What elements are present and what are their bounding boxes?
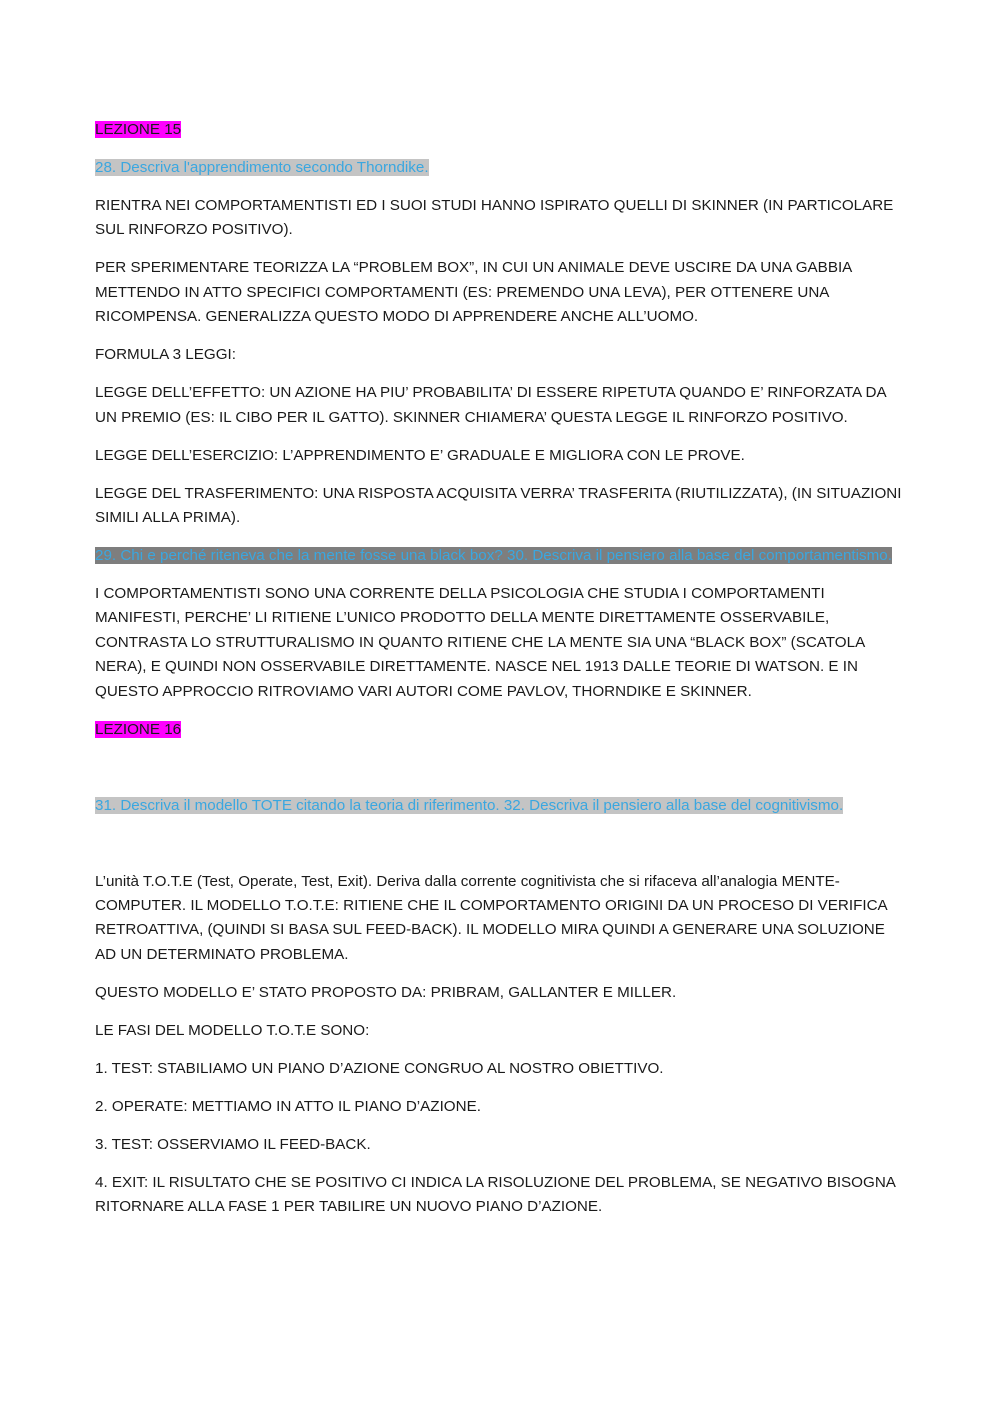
paragraph-thorndike-intro: RIENTRA NEI COMPORTAMENTISTI ED I SUOI STUDI HANNO ISPIRATO QUELLI DI SKINNER (IN PARTICOLARE SUL RINFORZO POSITIVO). <box>95 197 894 239</box>
list-item-phase-4: 4. EXIT: IL RISULTATO CHE SE POSITIVO CI INDICA LA RISOLUZIONE DEL PROBLEMA, SE NEGATIVO BISOGNA RITORNARE ALLA FASE 1 PER TABILIRE UN NUOVO PIANO D’AZIONE. <box>95 1173 896 1216</box>
list-item-phase-2: 2. OPERATE: METTIAMO IN ATTO IL PIANO D’AZIONE. <box>95 1097 481 1115</box>
question-31-32 <box>95 794 907 818</box>
document-page <box>95 118 907 1233</box>
lesson-15-heading <box>95 118 907 142</box>
paragraph-tote-authors: QUESTO MODELLO E’ STATO PROPOSTO DA: PRIBRAM, GALLANTER E MILLER. <box>95 983 677 1001</box>
question-28 <box>95 156 907 180</box>
paragraph-law-of-effect: LEGGE DELL’EFFETTO: UN AZIONE HA PIU’ PROBABILITA’ DI ESSERE RIPETUTA QUANDO E’ RINFORZATA DA UN PREMIO (ES: IL CIBO PER IL GATTO). SKINNER CHIAMERA’ QUESTA LEGGE IL RINFORZO POSITIVO. <box>95 384 886 426</box>
spacer <box>95 832 907 870</box>
question-31-32-text: 31. Descriva il modello TOTE citando la teoria di riferimento. 32. Descriva il pensiero alla base del cognitivismo. <box>95 796 844 814</box>
question-28-text: 28. Descriva l'apprendimento secondo Thorndike. <box>95 159 429 176</box>
lesson-16-label: LEZIONE 16 <box>95 720 182 738</box>
paragraph-tote-phases: LE FASI DEL MODELLO T.O.T.E SONO: <box>95 1021 370 1039</box>
question-29-30 <box>95 544 907 568</box>
paragraph-behaviorism: I COMPORTAMENTISTI SONO UNA CORRENTE DELLA PSICOLOGIA CHE STUDIA I COMPORTAMENTI MANIFESTI, PERCHE’ LI RITIENE L’UNICO PRODOTTO DELLA MENTE DIRETTAMENTE OSSERVABILE, CONTRASTA LO STRUTTURALISMO IN QUANTO RITIENE CHE LA MENTE SIA UNA “BLACK BOX” (SCATOLA NERA), E QUINDI NON OSSERVABILE DIRETTAMENTE. NASCE NEL 1913 DALLE TEORIE DI WATSON. E IN QUESTO APPROCCIO RITROVIAMO VARI AUTORI COME PAVLOV, THORNDIKE E SKINNER. <box>95 585 865 700</box>
lesson-16-heading <box>95 718 907 742</box>
paragraph-law-of-transfer: LEGGE DEL TRASFERIMENTO: UNA RISPOSTA ACQUISITA VERRA’ TRASFERITA (RIUTILIZZATA), (IN SITUAZIONI SIMILI ALLA PRIMA). <box>95 484 902 527</box>
lesson-15-label: LEZIONE 15 <box>95 121 182 138</box>
paragraph-tote-unit: L’unità T.O.T.E (Test, Operate, Test, Exit). Deriva dalla corrente cognitivista che si rifaceva all’analogia MENTE-COMPUTER. IL MODELLO T.O.T.E: RITIENE CHE IL COMPORTAMENTO ORIGINI DA UN PROCESO DI VERIFICA RETROATTIVA, (QUINDI SI BASA SUL FEED-BACK). IL MODELLO MIRA QUINDI A GENERARE UNA SOLUZIONE AD UN DETERMINATO PROBLEMA. <box>95 872 887 963</box>
list-item-phase-3: 3. TEST: OSSERVIAMO IL FEED-BACK. <box>95 1135 371 1153</box>
paragraph-problem-box: PER SPERIMENTARE TEORIZZA LA “PROBLEM BOX”, IN CUI UN ANIMALE DEVE USCIRE DA UNA GABBIA METTENDO IN ATTO SPECIFICI COMPORTAMENTI (ES: PREMENDO UNA LEVA), PER OTTENERE UNA RICOMPENSA. GENERALIZZA QUESTO MODO DI APPRENDERE ANCHE ALL’UOMO. <box>95 259 852 326</box>
paragraph-three-laws: FORMULA 3 LEGGI: <box>95 346 236 364</box>
paragraph-law-of-exercise: LEGGE DELL’ESERCIZIO: L’APPRENDIMENTO E’ GRADUALE E MIGLIORA CON LE PROVE. <box>95 446 745 464</box>
spacer <box>95 756 907 794</box>
question-29-30-text: 29. Chi e perché riteneva che la mente fosse una black box? 30. Descriva il pensiero alla base del comportamentismo. <box>95 547 892 565</box>
list-item-phase-1: 1. TEST: STABILIAMO UN PIANO D’AZIONE CONGRUO AL NOSTRO OBIETTIVO. <box>95 1059 664 1077</box>
